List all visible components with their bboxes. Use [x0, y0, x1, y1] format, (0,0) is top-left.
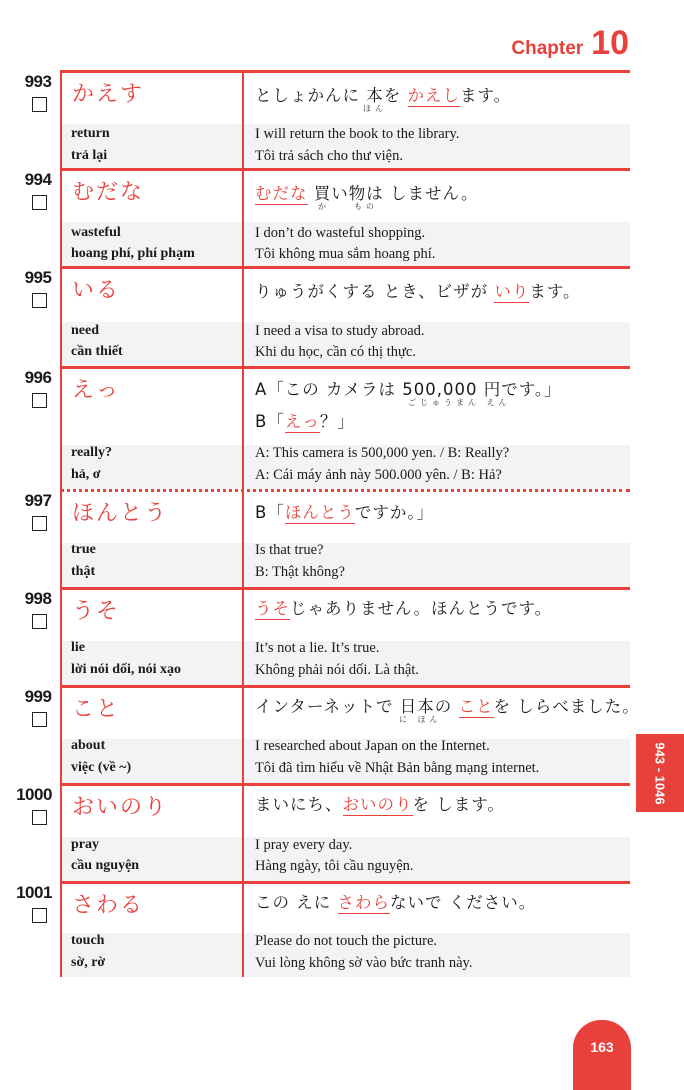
checkbox[interactable]: [32, 393, 47, 408]
entry-divider-dotted: [60, 489, 630, 492]
vietnamese-meaning: cần thiết: [71, 344, 123, 359]
furigana: ほん: [363, 104, 387, 113]
example-sentence: りゅうがくする とき、ビザが いります。: [255, 282, 581, 301]
vietnamese-meaning: việc (về ~): [71, 760, 132, 775]
furigana: か もの: [318, 202, 378, 211]
entry-number: 998: [24, 589, 52, 608]
vietnamese-translation: Hàng ngày, tôi cầu nguyện.: [255, 858, 414, 874]
vietnamese-meaning: thật: [71, 564, 96, 579]
checkbox[interactable]: [32, 614, 47, 629]
entry-divider: [60, 783, 630, 786]
vocab-entry-994: [0, 168, 630, 266]
checkbox[interactable]: [32, 293, 47, 308]
vocab-word: こと: [72, 697, 121, 722]
english-translation: I pray every day.: [255, 837, 353, 853]
vietnamese-meaning: lời nói dối, nói xạo: [71, 662, 182, 677]
example-sentence-b: B「えっ？」: [255, 412, 355, 431]
english-meaning: true: [71, 542, 96, 557]
vietnamese-translation: Tôi đã tìm hiểu về Nhật Bản bằng mạng internet.: [255, 760, 540, 776]
vocab-word: うそ: [72, 599, 121, 624]
entry-divider: [60, 70, 630, 73]
checkbox[interactable]: [32, 908, 47, 923]
entry-number: 995: [24, 268, 52, 287]
vocab-word: おいのり: [72, 795, 169, 820]
english-meaning: pray: [71, 837, 99, 852]
vocab-word: えっ: [72, 378, 121, 403]
entry-number: 994: [24, 170, 52, 189]
vietnamese-meaning: sờ, rờ: [71, 955, 106, 970]
vietnamese-translation: A: Cái máy ảnh này 500.000 yên. / B: Hả?: [255, 467, 502, 483]
vocab-entry-999: [0, 685, 640, 783]
vocab-word: むだな: [72, 180, 145, 205]
chapter-heading: [511, 24, 629, 63]
example-sentence: まいにち、おいのりを します。: [255, 795, 505, 814]
furigana: に ほん: [399, 715, 442, 724]
english-translation: I researched about Japan on the Internet.: [255, 738, 490, 754]
entry-divider: [60, 266, 630, 269]
entry-divider: [60, 587, 630, 590]
vocab-word: いる: [72, 278, 121, 303]
example-sentence: この えに さわらないで ください。: [255, 893, 537, 912]
vietnamese-translation: B: Thật không?: [255, 564, 345, 580]
vocab-word: ほんとう: [72, 501, 169, 526]
english-translation: Is that true?: [255, 542, 324, 558]
vocab-entry-995: [0, 266, 630, 366]
english-meaning: lie: [71, 640, 85, 655]
checkbox[interactable]: [32, 97, 47, 112]
english-meaning: return: [71, 126, 110, 141]
example-sentence: としょかんに 本を かえします。: [255, 86, 512, 105]
english-translation: I will return the book to the library.: [255, 126, 460, 142]
vocab-entry-1001: [0, 881, 630, 977]
entry-divider: [60, 366, 630, 369]
vietnamese-meaning: hoang phí, phí phạm: [71, 246, 195, 261]
chapter-number: 10: [591, 24, 629, 62]
vietnamese-translation: Vui lòng không sờ vào bức tranh này.: [255, 955, 473, 971]
vocab-word: さわる: [72, 893, 145, 918]
entry-number: 993: [24, 72, 52, 91]
entry-divider: [60, 685, 630, 688]
vocab-entry-997: [0, 489, 630, 587]
vietnamese-translation: Tôi trả sách cho thư viện.: [255, 148, 403, 164]
checkbox[interactable]: [32, 810, 47, 825]
section-range-label: 943 - 1046: [652, 741, 668, 805]
entry-number: 999: [24, 687, 52, 706]
vietnamese-translation: Tôi không mua sắm hoang phí.: [255, 246, 436, 262]
vocab-entry-993: [0, 70, 630, 168]
english-translation: I don’t do wasteful shopping.: [255, 225, 426, 241]
english-translation: I need a visa to study abroad.: [255, 323, 425, 339]
english-meaning: wasteful: [71, 225, 121, 240]
entry-number: 1001: [16, 883, 52, 902]
checkbox[interactable]: [32, 712, 47, 727]
vietnamese-meaning: cầu nguyện: [71, 858, 140, 873]
english-meaning: need: [71, 323, 99, 338]
entry-divider: [60, 881, 630, 884]
english-meaning: about: [71, 738, 106, 753]
english-translation: It’s not a lie. It’s true.: [255, 640, 380, 656]
section-range-tab: [636, 734, 684, 812]
entry-number: 1000: [16, 785, 52, 804]
checkbox[interactable]: [32, 516, 47, 531]
vietnamese-translation: Khi du học, cần có thị thực.: [255, 344, 416, 360]
english-translation: Please do not touch the picture.: [255, 933, 438, 949]
vietnamese-meaning: hả, ơ: [71, 467, 101, 482]
vocab-entry-1000: [0, 783, 630, 881]
vocab-word: かえす: [72, 82, 145, 107]
example-sentence: むだな 買い物は しません。: [255, 184, 479, 203]
entry-divider: [60, 168, 630, 171]
furigana: ごじゅうまん えん: [408, 398, 511, 407]
vietnamese-translation: Không phải nói dối. Là thật.: [255, 662, 419, 678]
english-translation: A: This camera is 500,000 yen. / B: Really?: [255, 445, 510, 461]
entry-number: 996: [24, 368, 52, 387]
example-sentence: B「ほんとうですか。」: [255, 503, 435, 522]
vocab-entry-996: [0, 366, 630, 489]
english-meaning: touch: [71, 933, 105, 948]
chapter-label: Chapter: [511, 38, 584, 59]
checkbox[interactable]: [32, 195, 47, 210]
vocab-entry-998: [0, 587, 630, 685]
example-sentence: インターネットで 日本の ことを しらべました。: [255, 697, 640, 716]
example-sentence: うそじゃありません。ほんとうです。: [255, 599, 553, 618]
english-meaning: really?: [71, 445, 112, 460]
example-sentence-a: A「この カメラは 500,000 円です。」: [255, 380, 562, 399]
entry-number: 997: [24, 491, 52, 510]
page-number: 163: [590, 1039, 614, 1055]
vietnamese-meaning: trả lại: [71, 148, 108, 163]
